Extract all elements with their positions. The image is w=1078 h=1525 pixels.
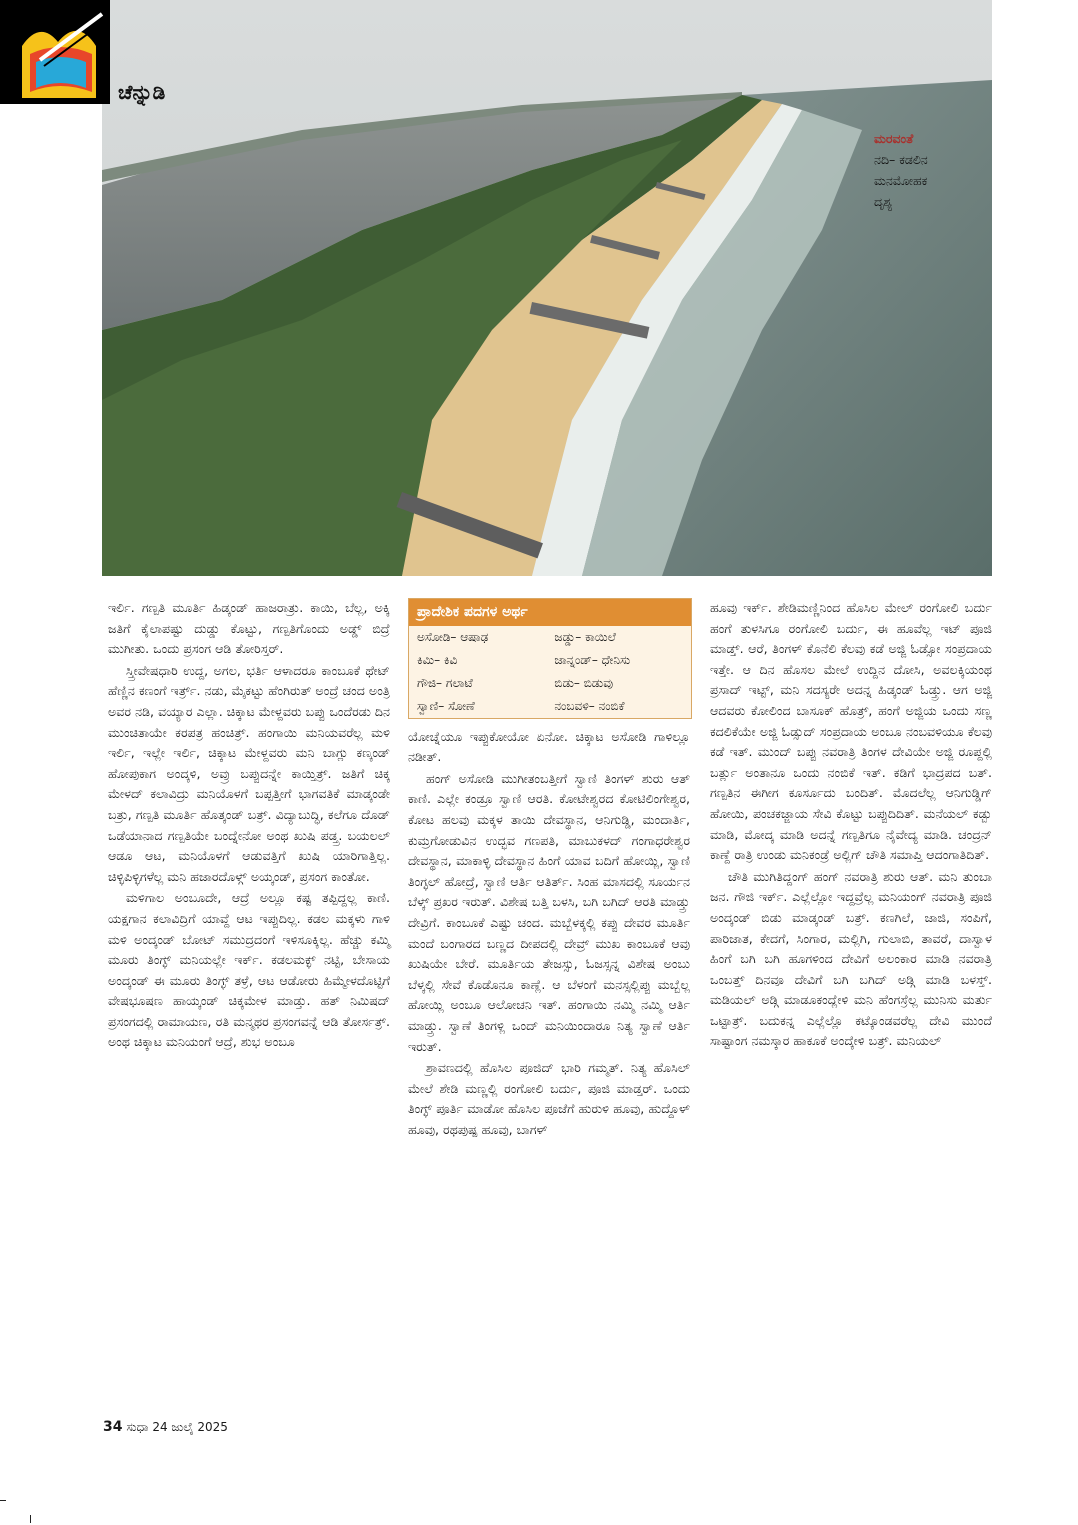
photo-caption — [874, 128, 979, 212]
crop-mark — [0, 1500, 6, 1501]
paragraph: ಸ್ತ್ರೀವೇಷಧಾರಿ ಉದ್ದ, ಅಗಲ, ಭರ್ತಿ ಆಳಾದರೂ ಕಾಂಬೂಕೆ ಥೇಟ್ ಹೆಣ್ಣಿನ ಕಣಂಗೆ ಇರ್ತ್ರ್. ನಡು, ಮೈಕಟ್ಟು ಹೆಂಗಿರುತ್ ಅಂದ್ರೆ ಚಂದ ಅಂತ್ರಿ ಅವರ ನಡಿ, ವಯ್ಯಾರ ಎಲ್ಲಾ. ಚಿಕ್ಕಾಟ ಮೇಳ್ದವರು ಬಪ್ಪು ಒಂದೆರಡು ದಿನ ಮುಂಚಿತಾಯೇ ಕರಪತ್ರ ಹಂಚಿತ್ರ್. ಹಂಗಾಯಿ ಮನಿಯವರೆಲ್ಲ ಮಳಿ ಇರ್ಲಿ, ಇಲ್ಲೇ ಇರ್ಲಿ, ಚಿಕ್ಕಾಟ ಮೇಳ್ದವರು ಮನಿ ಬಾಗ್ಲು ಕಣ್ಕಂಡ್ ಹೋಪುಕಾಗ ಅಂದ್ಕಳಿ, ಅವ್ರು ಬಪ್ಪುದನ್ನೇ ಕಾಯ್ತಿತ್ರ್. ಜತಿಗೆ ಚಿಕ್ಕ ಮೇಳದ್ ಕಲಾವಿದ್ರು ಮನಿಯೊಳಗೆ ಬಪ್ಪತ್ತೀಗೆ ಭಾಗವತಿಕೆ ಮಾಡ್ಕಂಡೇ ಬತ್ರು, ಗಣ್ಪತಿ ಮೂರ್ತಿ ಹೊತ್ಕಂಡ್ ಬತ್ರ್. ವಿದ್ಯಾಬುದ್ಧಿ, ಕಲೆಗೂ ದೊಡ್ ಒಡೆಯಾನಾದ ಗಣ್ಪತಿಯೇ ಬಂದ್ನೇನೋ ಅಂಥ ಖುಷಿ ಪಡ್ತ್ರ. ಬಯಲಲ್ ಆಡೂ ಆಟ, ಮನಿಯೊಳಗೆ ಆಡುವತ್ತಿಗೆ ಖುಷಿ ಯಾರಿಗಾತ್ತಿಲ್ಲ. ಚಿಳ್ಳಿಪಿಳ್ಳಿಗಳೆಲ್ಲ ಮನಿ ಹಜಾರದೊಳ್ಗ್ ಅಯ್ಕಂಡ್, ಪ್ರಸಂಗ ಕಾಂತೋ. — [108, 662, 390, 884]
glossary-table — [409, 626, 691, 718]
article-column-1 — [108, 598, 390, 1054]
glossary-row — [409, 626, 691, 649]
glossary-term: ನಂಬವಳಿ– ನಂಬಿಕೆ — [554, 698, 625, 713]
glossary-title: ಪ್ರಾದೇಶಿಕ ಪದಗಳ ಅರ್ಥ — [409, 599, 691, 626]
issue-date: 24 ಜುಲೈ 2025 — [152, 1420, 228, 1434]
glossary-term: ಜಾನ್ನಂಡ್– ಧೇನಿಸು — [554, 652, 631, 667]
caption-line: ದೃಶ್ಯ — [874, 194, 893, 209]
magazine-name: ಸುಧಾ — [126, 1420, 149, 1434]
section-logo — [0, 0, 110, 104]
paragraph: ಇರ್ಲಿ. ಗಣ್ಪತಿ ಮೂರ್ತಿ ಹಿಡ್ಕಂಡ್ ಹಾಜರಾತ್ರು. ಕಾಯಿ, ಬೆಲ್ಲ, ಅಕ್ಕಿ ಜತಿಗೆ ಕೈಲಾಪಷ್ಟು ದುಡ್ಡು ಕೊಟ್ಟು, ಗಣ್ಪತಿಗೊಂದು ಅಡ್ಡ್ ಬಿದ್ರೆ ಮುಗೀತು. ಒಂದು ಪ್ರಸಂಗ ಆಡಿ ತೋರಿಸ್ತರ್. — [108, 600, 390, 657]
glossary-box — [408, 598, 692, 719]
glossary-term: ಬಿಡು– ಬಿಡುವು — [554, 675, 614, 690]
glossary-term: ಜಡ್ಡು– ಕಾಯಿಲೆ — [554, 629, 616, 644]
paragraph: ಹೂವು ಇರ್ಕ್. ಶೇಡಿಮಣ್ಣಿನಿಂದ ಹೊಸಿಲ ಮೇಲ್ ರಂಗೋಲಿ ಬರ್ದು ಹಂಗೆ ತುಳಸಿಗೂ ರಂಗೋಲಿ ಬರ್ದು, ಈ ಹೂವೆಲ್ಲ ಇಟ್ ಪೂಜಿ ಮಾಡ್ತ್. ಆರೆ, ತಿಂಗಳ್ ಕೊನೆಲಿ ಕೆಲವು ಕಡೆ ಅಜ್ಜಿ ಓಡ್ಸೋ ಸಂಪ್ರದಾಯ ಇತ್ತೇ. ಆ ದಿನ ಹೊಸಲ ಮೇಲೆ ಉದ್ದಿನ ದೋಸಿ, ಅವಲಕ್ಕಿಯಂಥ ಪ್ರಸಾದ್ ಇಟ್ಟ್, ಮನಿ ಸದಸ್ಯರೇ ಅದನ್ನ ಹಿಡ್ಕಂಡ್ ಓಡ್ತ್ರು. ಆಗ ಅಜ್ಜಿ ಆದವರು ಕೋಲಿಂದ ಬಾಸೂಕ್ ಹೊತ್ರ್, ಹಂಗೆ ಅಜ್ಜಿಯ ಒಂದು ಸಣ್ಣ ಕದಲಿಕೆಯೇ ಅಜ್ಜಿ ಓಡ್ಸುದ್ ಸಂಪ್ರದಾಯ ಅಂಬೂ ನಂಬವಳಿಯೂ ಕೆಲವು ಕಡೆ ಇತ್. ಮುಂದ್ ಬಪ್ಪು ನವರಾತ್ರಿ ತಿಂಗಳ ದೇವಿಯೇ ಅಜ್ಜಿ ರೂಪ್ದಲ್ಲಿ ಬರ್ತ್ಲು ಅಂತಾನೂ ಒಂದು ನಂಬಿಕೆ ಇತ್. ಕಡಿಗೆ ಭಾದ್ರಪದ ಬತ್. ಗಣ್ಪತಿನ ಈಗೀಗ ಕೂರ್ಸೂದು ಬಂದಿತ್. ಮೊದಲೆಲ್ಲ ಆನಿಗುಡ್ಡಿಗ್ ಹೋಯಿ, ಪಂಚಕಜ್ಜಾಯ ಸೇವಿ ಕೊಟ್ಟು ಬಪ್ಪುದಿದಿತ್. ಮನೆಯಲ್ ಕಡ್ಬು ಮಾಡಿ, ಮೋದ್ಕ ಮಾಡಿ ಅದನ್ನೆ ಗಣ್ಪತಿಗೂ ನೈವೇದ್ಯ ಮಾಡಿ. ಚಂದ್ರನ್ ಕಾಣ್ದೆ ರಾತ್ರಿ ಉಂಡು ಮನಿಕಂಡ್ರೆ ಅಲ್ಲಿಗ್ ಚೌತಿ ಸಮಾಪ್ತಿ ಆದಂಗಾತಿದಿತ್. — [710, 600, 992, 863]
paragraph: ಹಂಗ್ ಅಸೋಡಿ ಮುಗೀತಂಬತ್ತೀಗೆ ಸ್ವಾಣಿ ತಿಂಗಳ್ ಶುರು ಆತ್ ಕಾಣಿ. ಎಲ್ಲೇ ಕಂಡ್ರೂ ಸ್ವಾಣಿ ಆರತಿ. ಕೋಟೇಶ್ವರದ ಕೋಟಿಲಿಂಗೇಶ್ವರ, ಕೋಟ ಹಲವು ಮಕ್ಕಳ ತಾಯಿ ದೇವಸ್ಥಾನ, ಆನಿಗುಡ್ಡಿ, ಮಂದಾರ್ತಿ, ಕುಮ್ರಗೋಡುವಿನ ಉದ್ಭವ ಗಣಪತಿ, ಮಾಬುಕಳದ್ ಗಂಗಾಧರೇಶ್ವರ ದೇವಸ್ಥಾನ, ಮಾಕಾಳ್ಳಿ ದೇವಸ್ಥಾನ ಹಿಂಗೆ ಯಾವ ಬದಿಗೆ ಹೋಯ್ಲಿ, ಸ್ವಾಣಿ ತಿಂಗ್ಳಲ್ ಹೋದ್ರೆ, ಸ್ವಾಣಿ ಆರ್ತಿ ಆತಿರ್ತ್. ಸಿಂಹ ಮಾಸದಲ್ಲಿ ಸೂರ್ಯನ ಬೆಳ್ಕ್ ಪ್ರಖರ ಇರುತ್. ವಿಶೇಷ ಬತ್ತಿ ಬಳಸಿ, ಬಗಿ ಬಗಿದ್ ಆರತಿ ಮಾಡ್ತ್ರು ದೇವ್ರಿಗೆ. ಕಾಂಬೂಕೆ ಎಷ್ಟು ಚಂದ. ಮಬ್ಬೆಳಕ್ಕಲ್ಲಿ ಕಪ್ಪು ದೇವರ ಮೂರ್ತಿ ಮಂದೆ ಬಂಗಾರದ ಬಣ್ಣದ ದೀಪದಲ್ಲಿ ದೇವ್ರ್ ಮುಖ ಕಾಂಬೂಕೆ ಆವು ಖುಷಿಯೇ ಬೇರೆ. ಮೂರ್ತಿಯ ತೇಜಸ್ಸು, ಓಜಸ್ಸನ್ನ ವಿಶೇಷ ಅಂಬು ಬೆಳ್ಕಲ್ಲಿ ಸೇವೆ ಕೊಡೊನೂ ಕಾಣ್ಲೆ. ಆ ಬೆಳಂಗೆ ಮನಸ್ಸಲ್ಲಿಪ್ಪು ಮಬ್ಬೆಲ್ಲ ಹೋಯ್ಲಿ ಅಂಬೂ ಆಲೋಚನಿ ಇತ್. ಹಂಗಾಯಿ ನಮ್ಮಿ ನಮ್ಮಿ ಆರ್ತಿ ಮಾಡ್ತ್ರು. ಸ್ವಾಣೆ ತಿಂಗಳ್ಲಿ ಒಂದ್ ಮನಿಯಿಂದಾರೂ ನಿತ್ಯ ಸ್ವಾಣೆ ಆರ್ತಿ ಇರುತ್. — [408, 770, 690, 1054]
glossary-row — [409, 695, 691, 718]
page-footer — [103, 1419, 228, 1435]
glossary-term: ಸ್ವಾಣಿ– ಸೋಣೆ — [417, 698, 475, 713]
caption-line: ನದಿ– ಕಡಲಿನ — [874, 152, 928, 167]
caption-place: ಮರವಂತೆ — [874, 131, 914, 146]
caption-line: ಮನಮೋಹಕ — [874, 173, 928, 188]
paragraph: ಚೌತಿ ಮುಗಿತಿದ್ದಂಗ್ ಹಂಗ್ ನವರಾತ್ರಿ ಶುರು ಆತ್. ಮನಿ ತುಂಬಾ ಜನ. ಗೌಜಿ ಇರ್ಕ್. ಎಲ್ಲೆಲ್ಲೋ ಇದ್ದವ್ರೆಲ್ಲ ಮನಿಯಂಗ್ ನವರಾತ್ರಿ ಪೂಜಿ ಅಂದ್ಕಂಡ್ ಬಿಡು ಮಾಡ್ಕಂಡ್ ಬತ್ರ್. ಕಣಗಿಲೆ, ಜಾಜಿ, ಸಂಪಿಗೆ, ಪಾರಿಜಾತ, ಕೇದಗೆ, ಸಿಂಗಾರ, ಮಲ್ಲಿಗಿ, ಗುಲಾಬಿ, ತಾವರೆ, ದಾಸ್ವಾಳ ಹಿಂಗೆ ಬಗಿ ಬಗಿ ಹೂಗಳಿಂದ ದೇವಿಗೆ ಅಲಂಕಾರ ಮಾಡಿ ನವರಾತ್ರಿ ಒಂಬತ್ತ್ ದಿನವೂ ದೇವಿಗೆ ಬಗಿ ಬಗಿದ್ ಅಡ್ಗಿ ಮಾಡಿ ಬಳಸ್ತ್. ಮಡಿಯಲ್ ಅಡ್ಗಿ ಮಾಡೂಕಂದ್ಲೇಳಿ ಮನಿ ಹೆಂಗಸ್ರೆಲ್ಲ ಮುನಿಸು ಮರ್ತು ಒಟ್ಟಾತ್ರ್. ಬದುಕನ್ನ ಎಲ್ಲೆಲ್ಲೊ ಕಟ್ಕೊಂಡವರೆಲ್ಲ ದೇವಿ ಮುಂದೆ ಸಾಷ್ಟಾಂಗ ನಮಸ್ಕಾರ ಹಾಕೂಕೆ ಅಂದ್ಕೇಳಿ ಬತ್ರ್. ಮನಿಯಲ್ — [710, 868, 992, 1049]
paragraph: ಮಳಿಗಾಲ ಅಂಬೂದೇ, ಆದ್ರೆ ಅಲ್ಲೂ ಕಷ್ಟ ತಪ್ಪಿದ್ದಲ್ಲ ಕಾಣಿ. ಯಕ್ಷಗಾನ ಕಲಾವಿದ್ರಿಗೆ ಯಾವ್ದೆ ಆಟ ಇಪ್ಪುದಿಲ್ಲ. ಕಡಲ ಮಕ್ಕಳು ಗಾಳಿ ಮಳಿ ಅಂದ್ಕಂಡ್ ಬೋಟ್ ಸಮುದ್ರದಂಗೆ ಇಳಿಸೂಕ್ಕಿಲ್ಲ. ಹೆಚ್ಚು ಕಮ್ಮಿ ಮೂರು ತಿಂಗ್ಳ್ ಮನಿಯಲ್ಲೇ ಇರ್ಕ್. ಕಡಲಮಕ್ಳ್ ನಟ್ಟಿ, ಬೇಸಾಯ ಅಂದ್ಕಂಡ್ ಈ ಮೂರು ತಿಂಗ್ಳ್ ತಳ್ರೆ, ಆಟ ಆಡೋರು ಹಿಮ್ಮೇಳದೊಟ್ಟಿಗೆ ವೇಷಭೂಷಣ ಹಾಯ್ಕಂಡ್ ಚಿಕ್ಕಮೇಳ ಮಾಡ್ತು. ಹತ್ ನಿಮಿಷದ್ ಪ್ರಸಂಗದಲ್ಲಿ ರಾಮಾಯಣ, ರತಿ ಮನ್ಮಥರ ಪ್ರಸಂಗವನ್ನೆ ಆಡಿ ತೋರ್ಸತ್ರ್. ಅಂಥ ಚಿಕ್ಕಾಟ ಮನಿಯಂಗೆ ಆದ್ರೆ, ಶುಭ ಅಂಬೂ — [108, 890, 390, 1050]
section-title: ಚೆನ್ನುಡಿ — [118, 80, 166, 104]
glossary-row — [409, 672, 691, 695]
aerial-photo — [102, 0, 992, 576]
glossary-term: ಗೌಜಿ– ಗಲಾಟೆ — [417, 675, 473, 690]
crop-mark — [30, 1515, 31, 1523]
glossary-row — [409, 649, 691, 672]
paragraph: ಶ್ರಾವಣದಲ್ಲಿ ಹೊಸಿಲ ಪೂಜಿದ್ ಭಾರಿ ಗಮ್ಮತ್. ನಿತ್ಯ ಹೊಸಿಲ್ ಮೇಲೆ ಶೇಡಿ ಮಣ್ಣಲ್ಲಿ ರಂಗೋಲಿ ಬರ್ದು, ಪೂಜಿ ಮಾಡ್ತರ್. ಒಂದು ತಿಂಗ್ಳ್ ಪೂರ್ತಿ ಮಾಡೋ ಹೊಸಿಲ ಪೂಜೆಗೆ ಹುರುಳಿ ಹೂವು, ಹುದ್ದೊಳ್ ಹೂವು, ರಥಪುಷ್ಪ ಹೂವು, ಬಾಗಳ್ — [408, 1060, 690, 1137]
article-column-3 — [710, 598, 992, 1053]
paragraph: ಯೋಚ್ನೆಯೂ ಇಪ್ಪುಕೋಯೋ ಏನೋ. ಚಿಕ್ಕಾಟ ಅಸೋಡಿ ಗಾಳಿಲ್ಲೂ ನಡೀತ್. — [408, 728, 690, 765]
glossary-term: ಕಿಮಿ– ಕಿವಿ — [417, 652, 458, 667]
page-number: 34 — [103, 1419, 123, 1435]
article-column-2 — [408, 598, 690, 1141]
glossary-term: ಅಸೋಡಿ– ಆಷಾಢ — [417, 629, 489, 644]
